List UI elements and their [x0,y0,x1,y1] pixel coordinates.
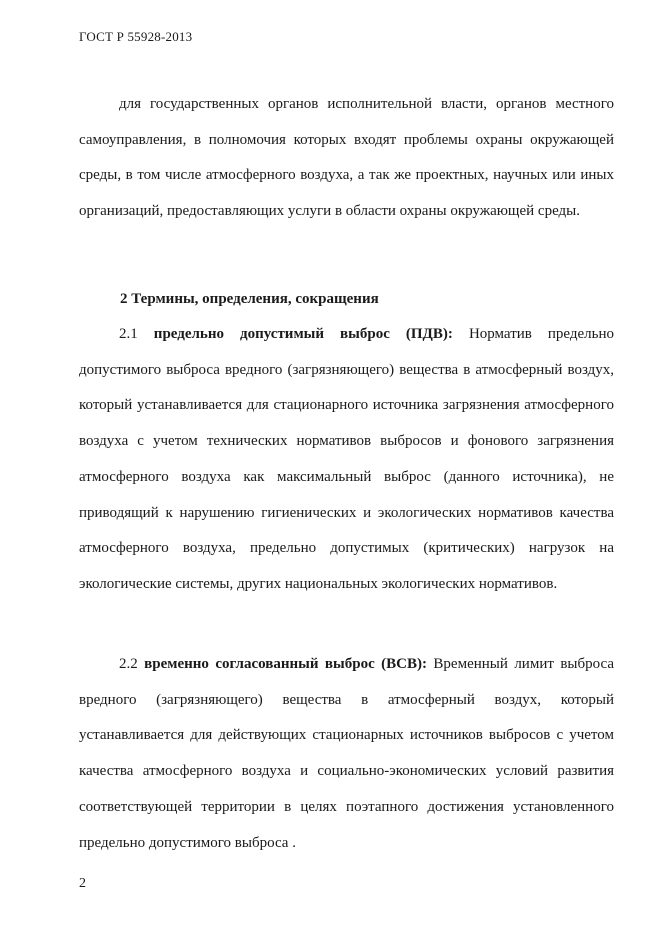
intro-paragraph: для государственных органов исполнительной власти, органов местного самоуправления, в полномочия которых входят проблемы охраны окружающей среды, в том числе атмосферного воздуха, а так же проектных, научных или иных организаций, предоставляющих услуги в области охраны окружающей среды. [79,96,614,220]
term-name: временно согласованный выброс (ВСВ): [144,656,427,672]
term-definition: Временный лимит выброса вредного (загрязняющего) вещества в атмосферный воздух, который устанавливается для действующих стационарных источников выбросов с учетом качества атмосферного воздуха и социально-экономических условий развития соответствующей территории в целях поэтапного достижения установленного предельно допустимого выброса . [79,656,614,851]
term-number: 2.1 [119,326,138,342]
page-number: 2 [79,876,86,891]
term-definition-paragraph [79,647,614,861]
term-name: предельно допустимый выброс (ПДВ): [153,326,453,342]
term-definition: Норматив предельно допустимого выброса вредного (загрязняющего) вещества в атмосферный воздух, который устанавливается для стационарного источника загрязнения атмосферного воздуха с учетом технических нормативов выбросов и фонового загрязнения атмосферного воздуха как максимальный выброс (данного источника), не приводящий к нарушению гигиенических и экологических нормативов качества атмосферного воздуха, предельно допустимых (критических) нагрузок на экологические системы, других национальных экологических нормативов. [79,326,615,592]
term-number: 2.2 [119,656,138,672]
section-heading: 2 Термины, определения, сокращения [120,291,379,307]
standard-code-header: ГОСТ Р 55928-2013 [79,29,193,44]
term-definition-paragraph [79,317,614,603]
